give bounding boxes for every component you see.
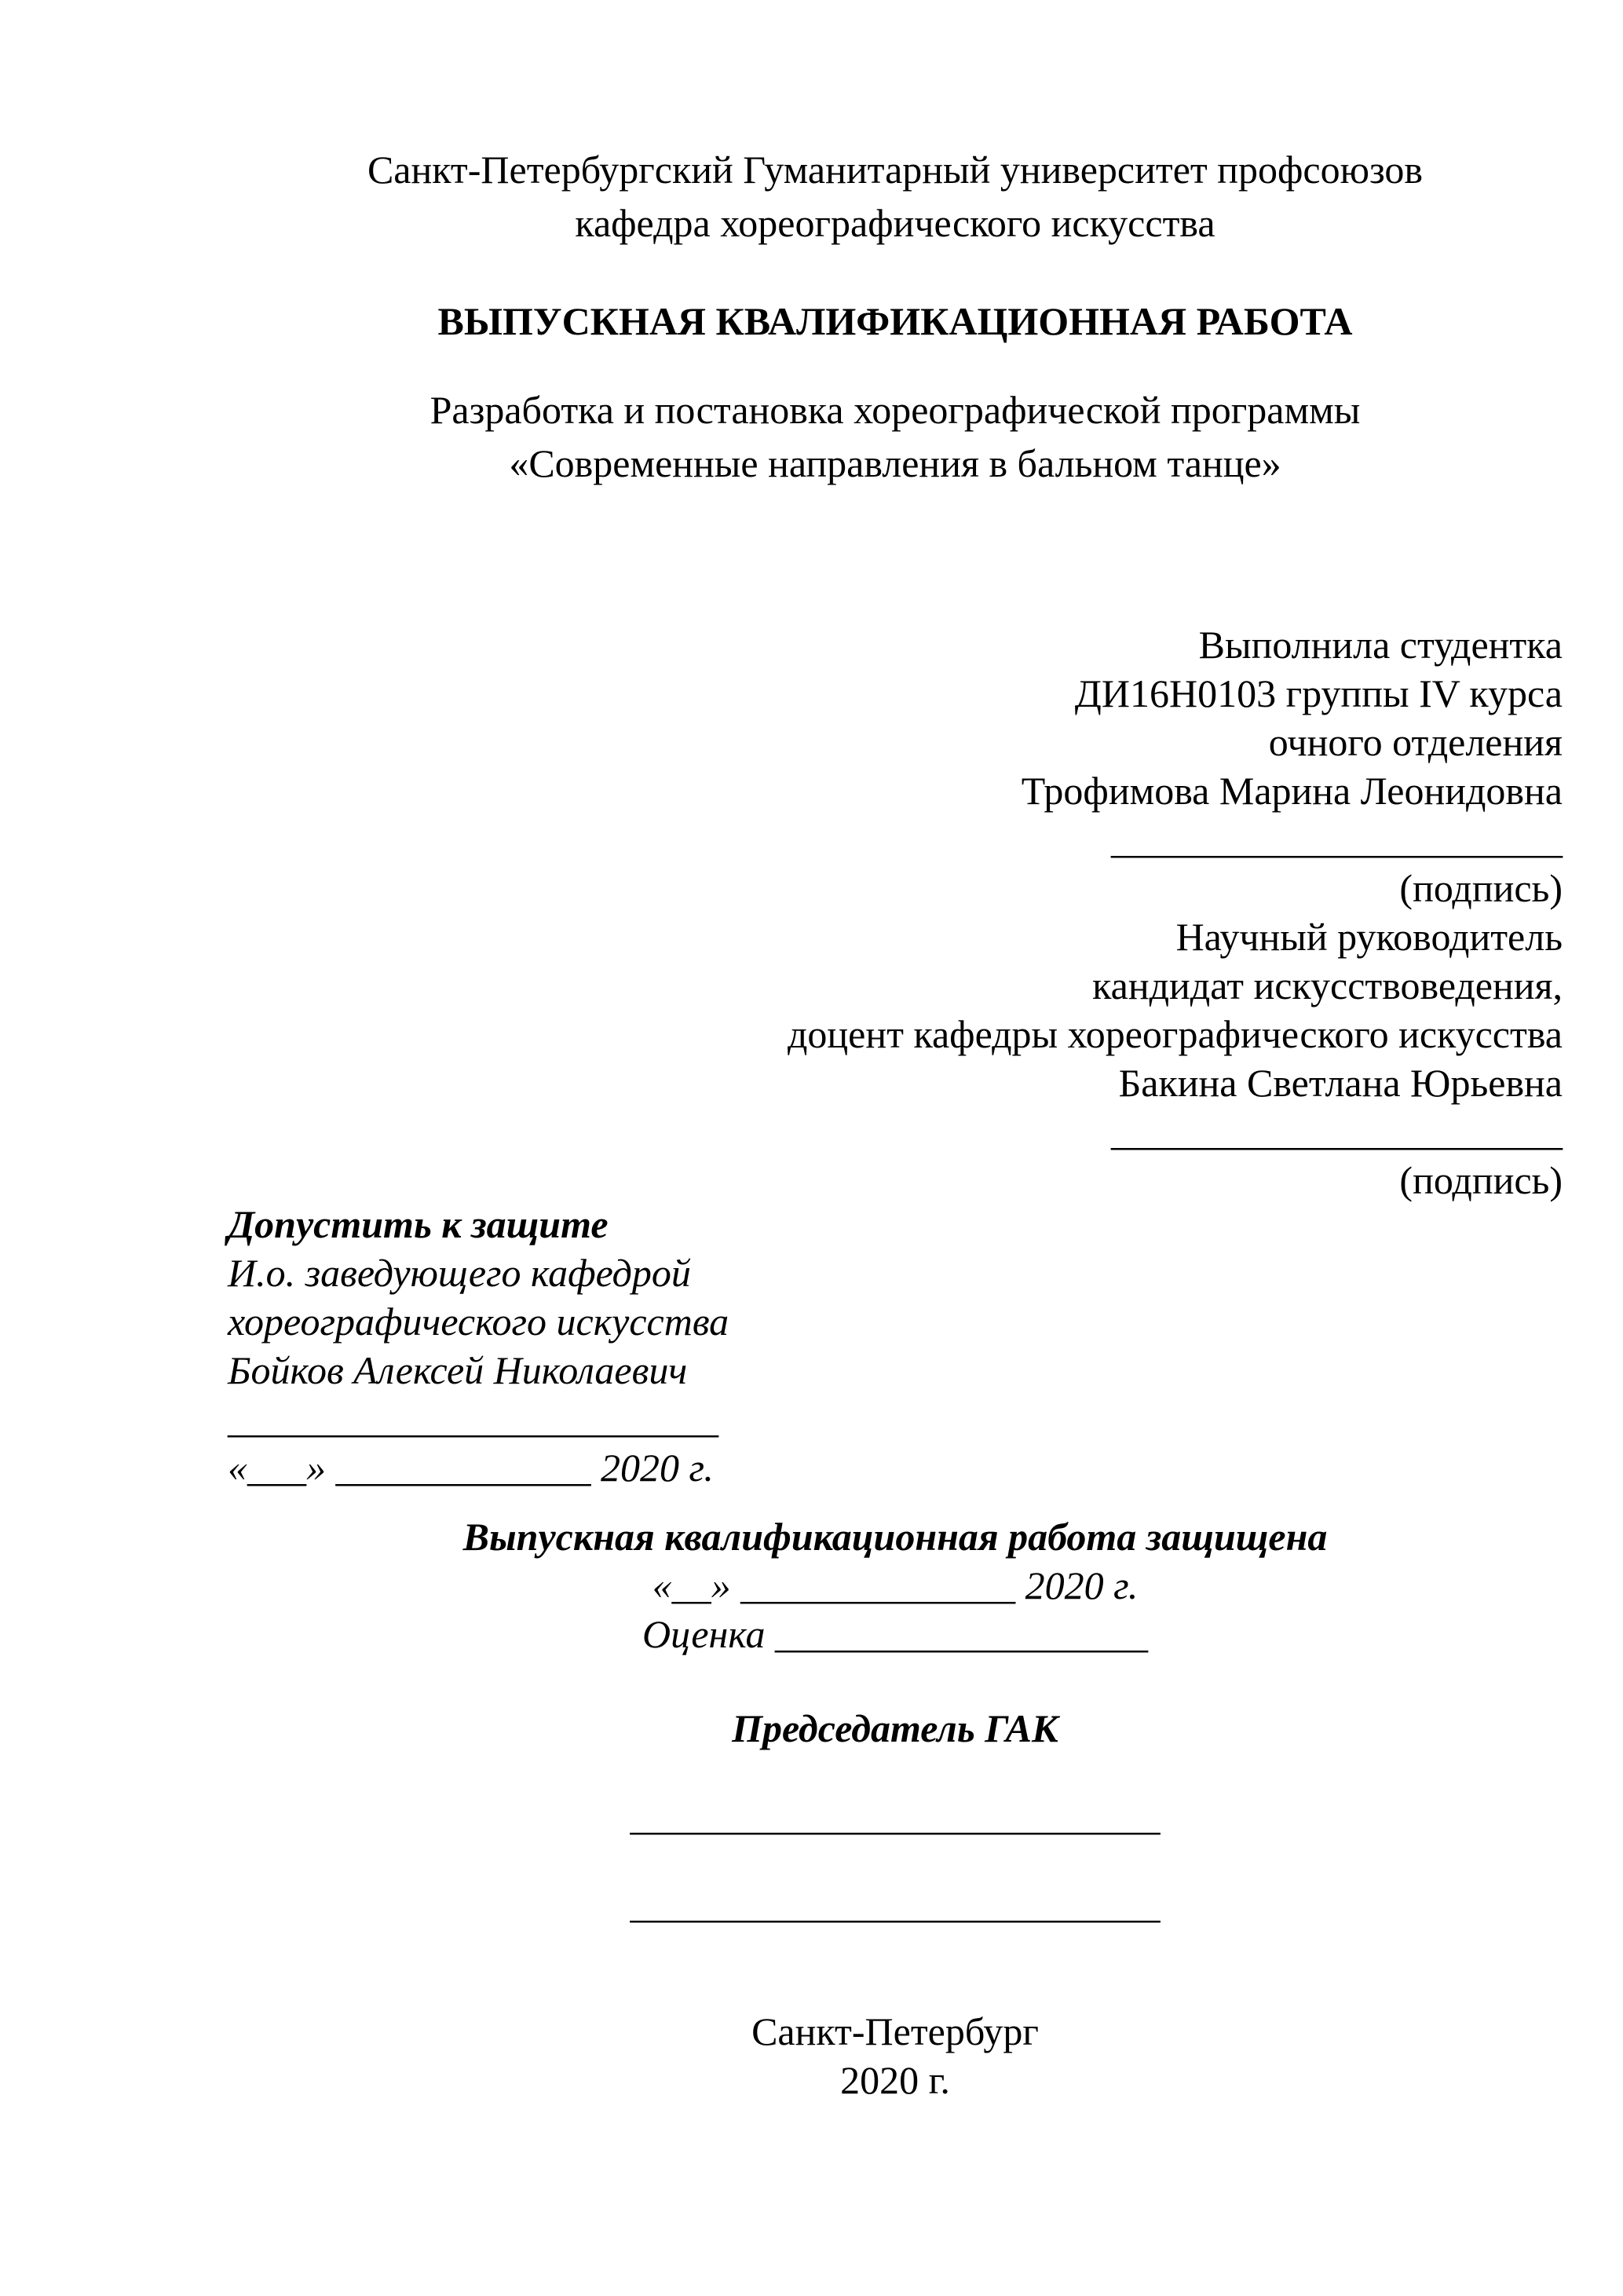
approval-position-line1: И.о. заведующего кафедрой bbox=[228, 1251, 691, 1295]
supervisor-degree: кандидат искусствоведения, bbox=[1092, 963, 1563, 1007]
student-signature-caption: (подпись) bbox=[1399, 866, 1563, 910]
approval-date-line: «___» _____________ 2020 г. bbox=[228, 1446, 714, 1490]
approval-heading: Допустить к защите bbox=[228, 1202, 609, 1246]
footer-city: Санкт-Петербург bbox=[751, 2009, 1039, 2053]
supervisor-role: Научный руководитель bbox=[1175, 915, 1563, 959]
chairman-title-text: Председатель ГАК bbox=[732, 1706, 1058, 1750]
university-header bbox=[228, 143, 1563, 250]
approval-block bbox=[228, 1200, 1563, 1492]
chairman-title bbox=[228, 1704, 1563, 1753]
defense-grade-line: Оценка ___________________ bbox=[642, 1612, 1148, 1656]
approval-head-name: Бойков Алексей Николаевич bbox=[228, 1348, 688, 1392]
supervisor-name: Бакина Светлана Юрьевна bbox=[1118, 1061, 1563, 1105]
approval-signature-line: _________________________ bbox=[228, 1397, 718, 1441]
work-theme-line2: «Современные направления в бальном танце» bbox=[509, 441, 1281, 485]
chairman-signature-line-2: ___________________________ bbox=[630, 1882, 1161, 1926]
work-title-text: ВЫПУСКНАЯ КВАЛИФИКАЦИОННАЯ РАБОТА bbox=[437, 299, 1353, 343]
work-title bbox=[228, 297, 1563, 345]
student-name: Трофимова Марина Леонидовна bbox=[1021, 769, 1563, 813]
student-role: Выполнила студентка bbox=[1198, 623, 1563, 667]
student-group: ДИ16Н0103 группы IV курса bbox=[1074, 671, 1563, 715]
department-name: кафедра хореографического искусства bbox=[575, 201, 1215, 245]
work-theme bbox=[228, 383, 1563, 490]
supervisor-position: доцент кафедры хореографического искусства bbox=[787, 1012, 1563, 1056]
defense-heading: Выпускная квалификационная работа защищена bbox=[462, 1515, 1328, 1559]
supervisor-signature-caption: (подпись) bbox=[1399, 1158, 1563, 1202]
footer bbox=[228, 2007, 1563, 2104]
university-name: Санкт-Петербургский Гуманитарный университет профсоюзов bbox=[367, 148, 1424, 192]
defense-block bbox=[228, 1512, 1563, 1658]
defense-date-line: «__» ______________ 2020 г. bbox=[652, 1563, 1139, 1607]
footer-year: 2020 г. bbox=[840, 2058, 950, 2102]
chairman-signature-1 bbox=[228, 1792, 1563, 1841]
student-department-form: очного отделения bbox=[1268, 720, 1563, 764]
performer-block bbox=[228, 620, 1563, 1205]
chairman-signature-line-1: ___________________________ bbox=[630, 1794, 1161, 1838]
work-theme-line1: Разработка и постановка хореографической программы bbox=[430, 388, 1361, 432]
supervisor-signature-line: _______________________ bbox=[1111, 1110, 1563, 1153]
approval-position-line2: хореографического искусства bbox=[228, 1300, 729, 1344]
student-signature-line: _______________________ bbox=[1111, 817, 1563, 861]
chairman-signature-2 bbox=[228, 1880, 1563, 1929]
